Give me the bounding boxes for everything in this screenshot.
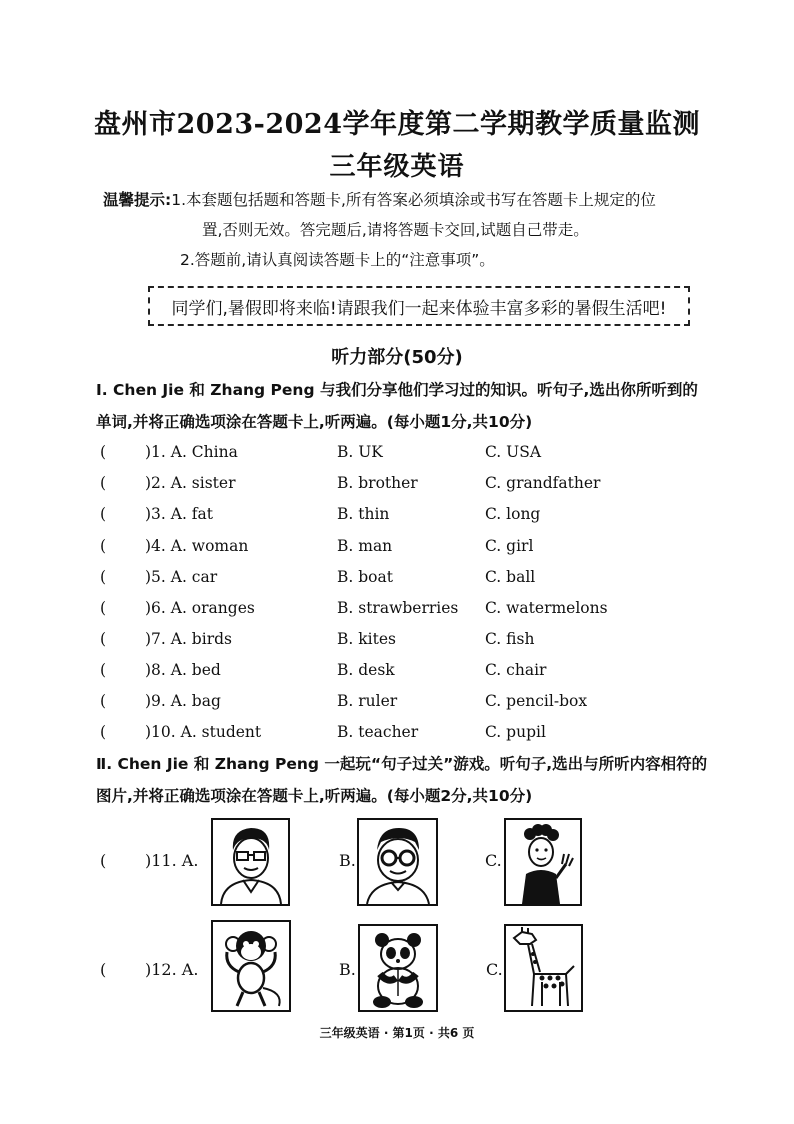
woman-waving-icon[interactable] (504, 818, 582, 906)
part2-instruction-2: 图片,并将正确选项涂在答题卡上,听两遍。(每小题2分,共10分) (96, 787, 533, 805)
question-row (0, 443, 794, 473)
part1-instruction-1: Ⅰ. Chen Jie 和 Zhang Peng 与我们分享他们学习过的知识。听句子,选出你所听到的 (96, 381, 698, 399)
question-row (0, 661, 794, 691)
option-b: B. boat (337, 568, 393, 586)
answer-paren[interactable]: ( (100, 568, 107, 586)
option-b: B. kites (337, 630, 396, 648)
option-c-label: C. (485, 851, 502, 870)
giraffe-icon[interactable] (504, 924, 583, 1012)
monkey-icon[interactable] (211, 920, 291, 1012)
summer-banner (148, 286, 690, 326)
tips-label: 温馨提示: (103, 191, 172, 209)
option-c: C. watermelons (485, 599, 608, 617)
option-c: C. girl (485, 537, 534, 555)
answer-paren[interactable]: ( (100, 630, 107, 648)
listening-section-heading: 听力部分(50分) (331, 347, 463, 368)
answer-paren[interactable]: ( (100, 960, 107, 979)
answer-paren[interactable]: ( (100, 474, 107, 492)
tips-text-1: 1.本套题包括题和答题卡,所有答案必须填涂或书写在答题卡上规定的位 (171, 191, 656, 209)
option-b: B. thin (337, 505, 390, 523)
option-a: )9. A. bag (145, 692, 221, 710)
exam-subtitle: 三年级英语 (329, 152, 465, 182)
option-c: C. fish (485, 630, 535, 648)
option-b-label: B. (339, 960, 356, 979)
option-a: )1. A. China (145, 443, 238, 461)
answer-paren[interactable]: ( (100, 505, 107, 523)
man-with-glasses-icon[interactable] (357, 818, 438, 906)
option-b: B. desk (337, 661, 395, 679)
answer-paren[interactable]: ( (100, 599, 107, 617)
option-b: B. brother (337, 474, 418, 492)
option-c: C. ball (485, 568, 536, 586)
question-row (0, 599, 794, 629)
option-a-label: )11. A. (145, 851, 199, 870)
panda-icon[interactable] (358, 924, 438, 1012)
option-b: B. UK (337, 443, 383, 461)
answer-paren[interactable]: ( (100, 851, 107, 870)
option-c: C. long (485, 505, 541, 523)
tips-line-2: 2.答题前,请认真阅读答题卡上的“注意事项”。 (180, 251, 495, 269)
option-b-label: B. (339, 851, 356, 870)
question-row (0, 630, 794, 660)
banner-text: 同学们,暑假即将来临!请跟我们一起来体验丰富多彩的暑假生活吧! (171, 298, 667, 319)
option-c: C. chair (485, 661, 547, 679)
option-a-label: )12. A. (145, 960, 199, 979)
option-a: )4. A. woman (145, 537, 249, 555)
question-row (0, 537, 794, 567)
part1-instruction-2: 单词,并将正确选项涂在答题卡上,听两遍。(每小题1分,共10分) (96, 413, 533, 431)
option-c: C. USA (485, 443, 542, 461)
picture-question-row (0, 815, 794, 910)
question-row (0, 474, 794, 504)
option-a: )10. A. student (145, 723, 262, 741)
tips-line-1 (103, 188, 656, 210)
exam-title: 盘州市2023-2024学年度第二学期教学质量监测 (94, 109, 700, 140)
option-a: )5. A. car (145, 568, 218, 586)
option-b: B. ruler (337, 692, 398, 710)
question-row (0, 505, 794, 535)
option-c-label: C. (486, 960, 503, 979)
option-c: C. pencil-box (485, 692, 588, 710)
part2-instruction-1: Ⅱ. Chen Jie 和 Zhang Peng 一起玩“句子过关”游戏。听句子,选出与所听内容相符的 (96, 755, 708, 773)
option-c: C. grandfather (485, 474, 601, 492)
option-a: )7. A. birds (145, 630, 232, 648)
tips-line-1b: 置,否则无效。答完题后,请将答题卡交回,试题自己带走。 (202, 221, 589, 239)
question-row (0, 568, 794, 598)
picture-question-row (0, 920, 794, 1015)
answer-paren[interactable]: ( (100, 692, 107, 710)
answer-paren[interactable]: ( (100, 537, 107, 555)
option-a: )3. A. fat (145, 505, 214, 523)
option-b: B. strawberries (337, 599, 459, 617)
answer-paren[interactable]: ( (100, 723, 107, 741)
option-b: B. teacher (337, 723, 419, 741)
option-c: C. pupil (485, 723, 546, 741)
boy-with-glasses-icon[interactable] (211, 818, 290, 906)
answer-paren[interactable]: ( (100, 661, 107, 679)
option-b: B. man (337, 537, 393, 555)
option-a: )2. A. sister (145, 474, 236, 492)
question-row (0, 692, 794, 722)
page-footer: 三年级英语 · 第1页 · 共6 页 (319, 1026, 475, 1040)
option-a: )6. A. oranges (145, 599, 255, 617)
answer-paren[interactable]: ( (100, 443, 107, 461)
option-a: )8. A. bed (145, 661, 221, 679)
